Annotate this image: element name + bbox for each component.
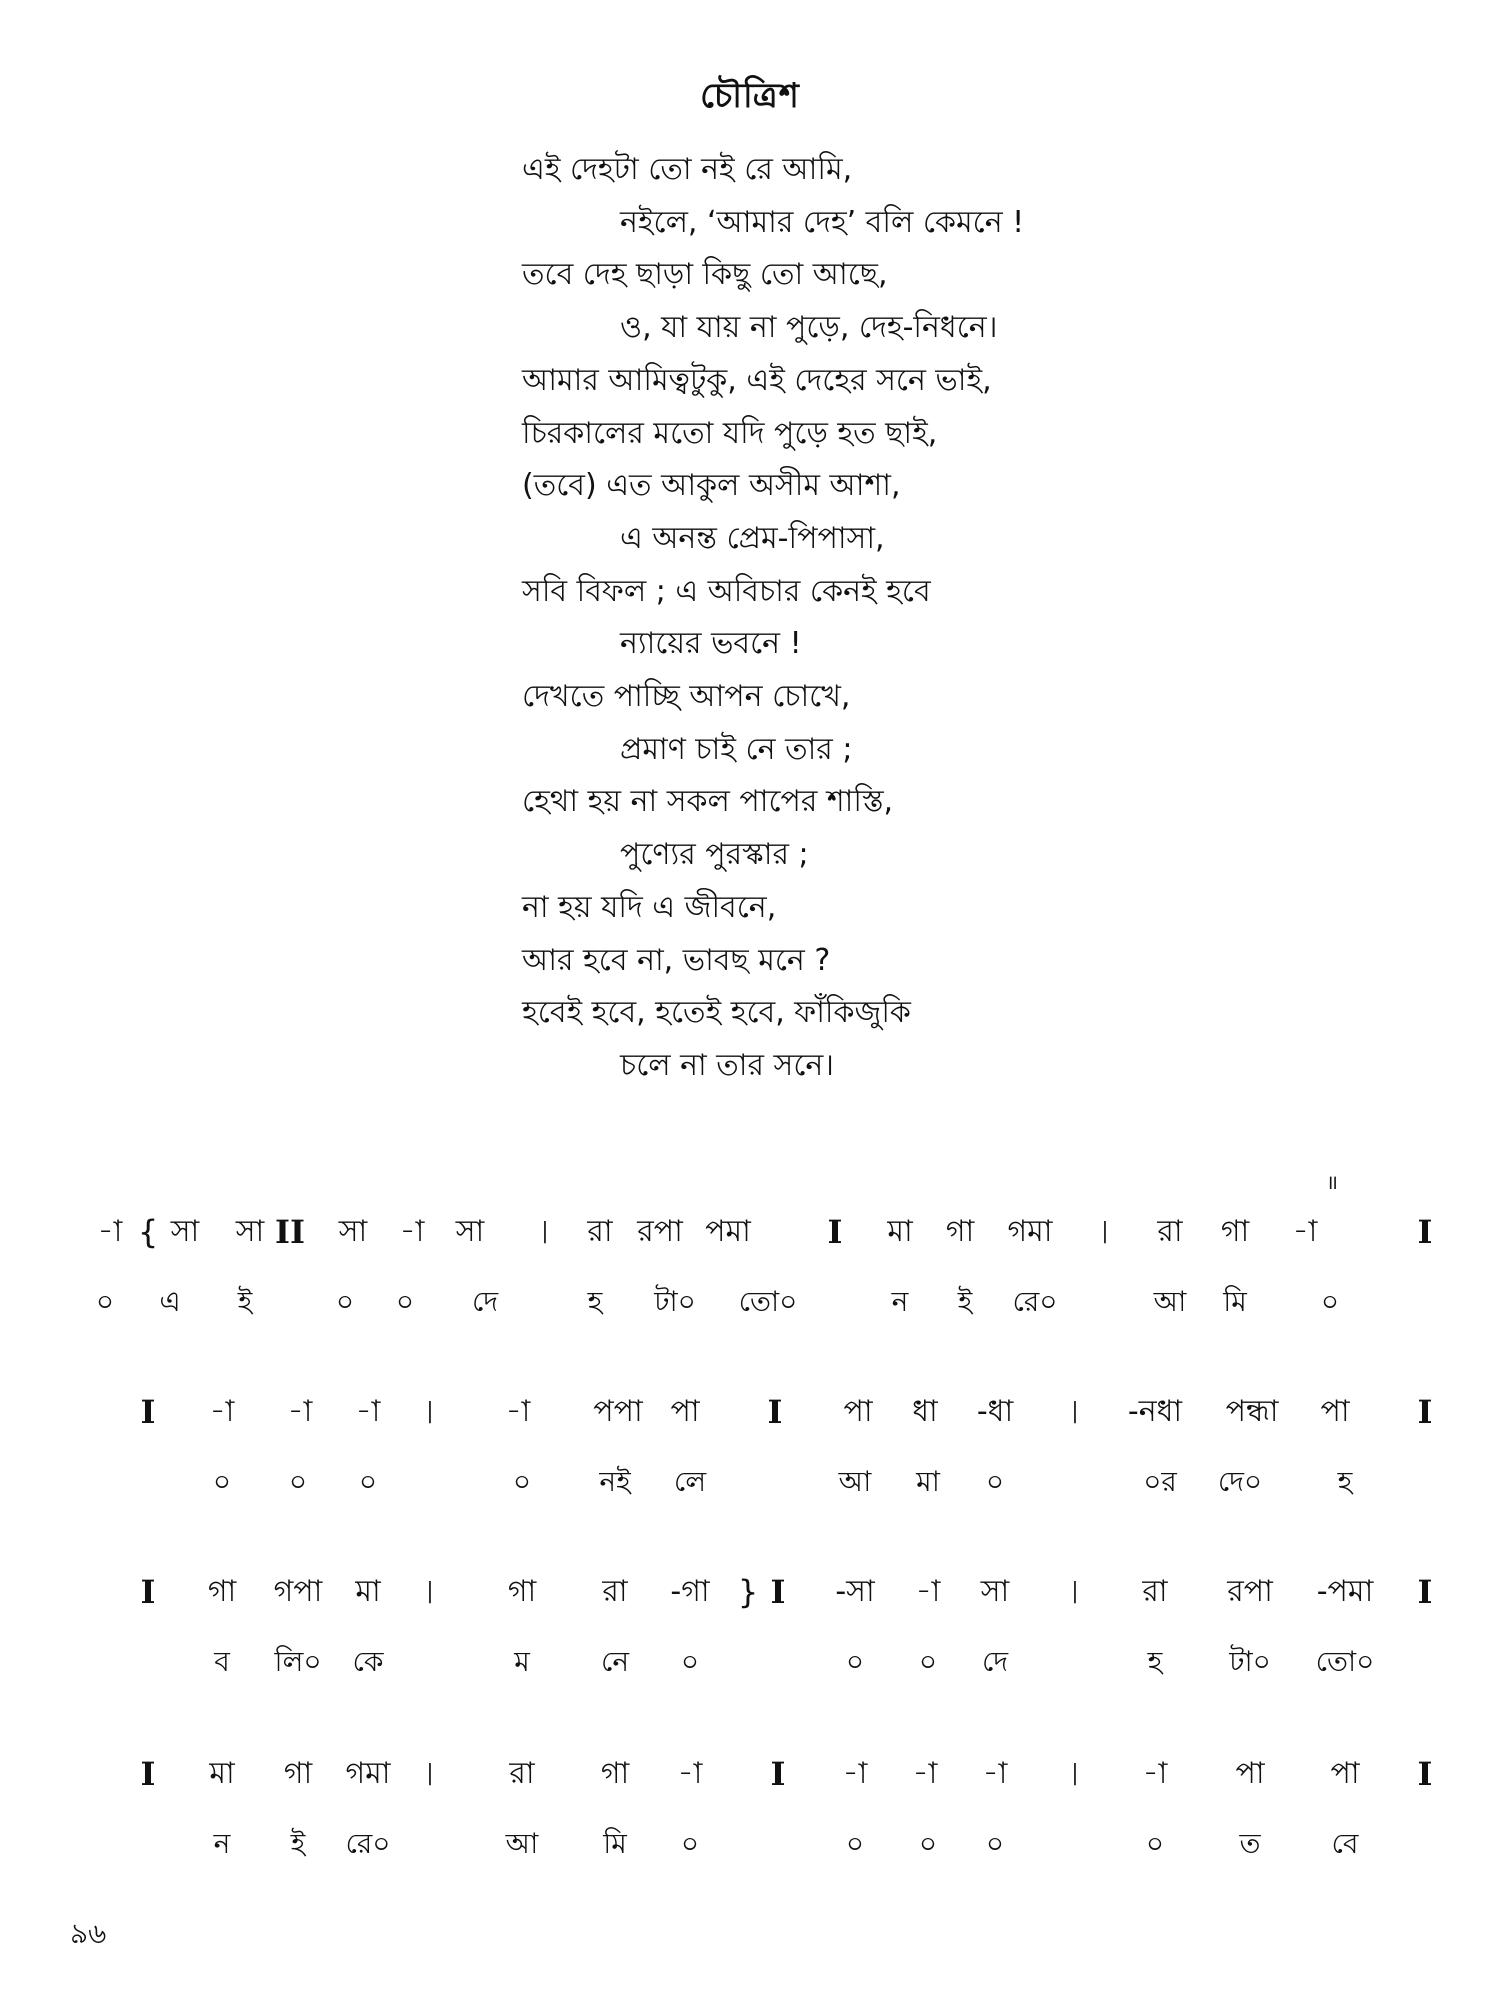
lyric-syllable: ০ — [845, 1645, 865, 1678]
lyric-syllable: কে — [352, 1645, 384, 1678]
swara-row — [0, 1390, 1500, 1434]
swara-cell: I — [1417, 1573, 1433, 1611]
lyric-syllable: ন — [213, 1827, 231, 1860]
lyric-syllable: নই — [599, 1465, 631, 1498]
swara-cell: পা — [1330, 1756, 1360, 1791]
poem-line: চিরকালের মতো যদি পুড়ে হত ছাই, — [522, 415, 938, 451]
poem-line: না হয় যদি এ জীবনে, — [522, 889, 777, 925]
swara-cell: সা — [455, 1214, 485, 1249]
poem-line: আর হবে না, ভাবছ মনে ? — [522, 942, 831, 978]
lyric-syllable: তো০ — [738, 1285, 798, 1318]
lyric-syllable: ন — [891, 1285, 909, 1318]
swara-cell: -া — [982, 1756, 1008, 1791]
swara-cell: -গা — [670, 1574, 710, 1609]
swara-cell: গপা — [273, 1574, 323, 1609]
swara-cell: পন্ধা — [1225, 1394, 1279, 1429]
lyric-syllable: তো০ — [1315, 1645, 1375, 1678]
page-number: ৯৬ — [70, 1917, 107, 1950]
lyric-syllable: রে০ — [345, 1827, 391, 1860]
swara-cell: { — [137, 1213, 159, 1251]
lyric-syllable: টা০ — [654, 1285, 696, 1318]
lyric-syllable: ই — [290, 1827, 306, 1860]
lyric-syllable: আ — [838, 1465, 872, 1498]
swara-cell: রা — [587, 1214, 613, 1249]
swara-cell: গা — [283, 1756, 313, 1791]
swara-cell: -া — [209, 1394, 235, 1429]
lyric-syllable: আ — [505, 1827, 539, 1860]
swara-cell: I — [770, 1755, 786, 1793]
lyric-syllable: নে — [600, 1645, 630, 1678]
poem-line: হবেই হবে, হতেই হবে, ফাঁকিজুকি — [522, 995, 911, 1031]
poem-line: ও, যা যায় না পুড়ে, দেহ-নিধনে। — [620, 310, 998, 346]
swara-cell: সা — [170, 1214, 200, 1249]
swara-row — [0, 1210, 1500, 1254]
swara-row — [0, 1570, 1500, 1614]
swara-cell: রা — [602, 1574, 628, 1609]
poem-line: সবি বিফল ; এ অবিচার কেনই হবে — [522, 573, 931, 609]
swara-cell: সা — [980, 1574, 1010, 1609]
swara-cell: | — [1071, 1399, 1079, 1424]
swara-cell: | — [426, 1761, 434, 1786]
swara-cell: পপা — [593, 1394, 643, 1429]
swara-cell: গা — [507, 1574, 537, 1609]
lyric-syllable: ০ — [918, 1827, 938, 1860]
lyric-syllable: মা — [916, 1465, 940, 1498]
lyric-syllable: ০ — [845, 1827, 865, 1860]
lyric-syllable: ম — [514, 1645, 530, 1678]
swara-cell: পমা — [705, 1214, 751, 1249]
swara-cell: রপা — [1227, 1574, 1273, 1609]
swara-cell: -া — [355, 1394, 381, 1429]
swara-cell: রপা — [637, 1214, 683, 1249]
poem-line: (তবে) এত আকুল অসীম আশা, — [522, 468, 901, 504]
page-title: চৌত্রিশ — [700, 76, 800, 116]
lyric-syllable: দে — [471, 1285, 499, 1318]
swara-cell: গা — [1220, 1214, 1250, 1249]
swara-cell: সা — [338, 1214, 368, 1249]
swara-cell: I — [827, 1213, 843, 1251]
swara-cell: | — [541, 1219, 549, 1244]
swara-cell: -া — [97, 1214, 123, 1249]
swara-cell: | — [1071, 1579, 1079, 1604]
swara-cell: I — [1417, 1755, 1433, 1793]
swara-cell: -া — [399, 1214, 425, 1249]
poem-line: পুণ্যের পুরস্কার ; — [620, 837, 809, 873]
lyric-syllable: এ — [159, 1285, 181, 1318]
lyrics-row — [0, 1822, 1500, 1866]
swara-row — [0, 1752, 1500, 1796]
lyric-syllable: ০ — [512, 1465, 532, 1498]
swara-cell: | — [426, 1399, 434, 1424]
swara-cell: রা — [509, 1756, 535, 1791]
lyric-syllable: ০র — [1143, 1465, 1177, 1498]
lyric-syllable: মি — [1223, 1285, 1247, 1318]
poem-line: নইলে, ‘আমার দেহ’ বলি কেমনে ! — [620, 204, 1025, 240]
lyric-syllable: লে — [673, 1465, 707, 1498]
lyric-syllable: ০ — [1320, 1285, 1340, 1318]
swara-cell: পা — [843, 1394, 873, 1429]
swara-cell: -নধা — [1127, 1394, 1183, 1429]
poem-line: হেথা হয় না সকল পাপের শাস্তি, — [522, 784, 894, 820]
lyric-syllable: ০ — [1145, 1827, 1165, 1860]
lyric-syllable: ০ — [680, 1645, 700, 1678]
swara-cell: I — [770, 1573, 786, 1611]
swara-cell: II — [275, 1213, 305, 1251]
swara-cell: I — [140, 1573, 156, 1611]
swara-cell: রা — [1142, 1574, 1168, 1609]
swara-cell: I — [140, 1755, 156, 1793]
lyric-syllable: ত — [1239, 1827, 1261, 1860]
swara-cell: পা — [1235, 1756, 1265, 1791]
swara-cell: -া — [912, 1756, 938, 1791]
lyrics-row — [0, 1280, 1500, 1324]
swara-cell: গমা — [1007, 1214, 1053, 1249]
poem-line: এই দেহটা তো নই রে আমি, — [522, 152, 853, 187]
swara-cell: পা — [1320, 1394, 1350, 1429]
swara-cell: | — [1071, 1761, 1079, 1786]
swara-cell: | — [426, 1579, 434, 1604]
swara-cell: গা — [207, 1574, 237, 1609]
swara-cell: গা — [945, 1214, 975, 1249]
lyric-syllable: ০ — [212, 1465, 232, 1498]
lyric-syllable: ০ — [985, 1827, 1005, 1860]
lyrics-row — [0, 1640, 1500, 1684]
poem-line: এ অনন্ত প্রেম-পিপাসা, — [620, 520, 885, 556]
swara-cell: } — [737, 1573, 759, 1611]
lyric-syllable: ই — [237, 1285, 253, 1318]
lyric-syllable: ০ — [95, 1285, 115, 1318]
lyric-syllable: ০ — [288, 1465, 308, 1498]
lyric-syllable: ০ — [395, 1285, 415, 1318]
swara-cell: -সা — [835, 1574, 875, 1609]
lyric-syllable: ০ — [335, 1285, 355, 1318]
swara-cell: I — [1417, 1213, 1433, 1251]
poem-line: ন্যায়ের ভবনে ! — [620, 626, 802, 662]
swara-cell: মা — [209, 1756, 235, 1791]
lyric-syllable: হ — [1337, 1465, 1353, 1498]
lyrics-row — [0, 1460, 1500, 1504]
swara-cell: | — [1101, 1219, 1109, 1244]
poem-line: দেখতে পাচ্ছি আপন চোখে, — [522, 679, 851, 714]
swara-cell: মা — [887, 1214, 913, 1249]
swara-cell: -া — [677, 1756, 703, 1791]
swara-cell: -ধা — [976, 1394, 1014, 1429]
swara-cell: -া — [505, 1394, 531, 1429]
swara-cell: I — [140, 1393, 156, 1431]
lyric-syllable: হ — [587, 1285, 603, 1318]
swara-cell: পা — [670, 1394, 700, 1429]
lyric-syllable: ব — [214, 1645, 230, 1678]
double-bar-mark: ॥ — [1326, 1170, 1338, 1194]
lyric-syllable: ০ — [918, 1645, 938, 1678]
swara-cell: ধা — [912, 1394, 938, 1429]
lyric-syllable: হ — [1147, 1645, 1163, 1678]
lyric-syllable: দে০ — [1217, 1465, 1263, 1498]
swara-cell: -া — [842, 1756, 868, 1791]
lyric-syllable: ০ — [985, 1465, 1005, 1498]
swara-cell: -া — [1292, 1214, 1318, 1249]
lyric-syllable: ই — [957, 1285, 973, 1318]
poem-line: তবে দেহ ছাড়া কিছু তো আছে, — [522, 257, 888, 293]
swara-cell: -া — [1142, 1756, 1168, 1791]
lyric-syllable: লি০ — [274, 1645, 322, 1678]
swara-cell: গা — [600, 1756, 630, 1791]
poem-line: আমার আমিত্বটুকু, এই দেহের সনে ভাই, — [522, 362, 992, 398]
lyric-syllable: মি — [603, 1827, 627, 1860]
swara-cell: I — [1417, 1393, 1433, 1431]
lyric-syllable: রে০ — [1012, 1285, 1058, 1318]
swara-cell: -া — [287, 1394, 313, 1429]
lyric-syllable: টা০ — [1229, 1645, 1271, 1678]
swara-cell: মা — [355, 1574, 381, 1609]
lyric-syllable: ০ — [680, 1827, 700, 1860]
poem-line: প্রমাণ চাই নে তার ; — [620, 731, 853, 767]
swara-cell: -া — [915, 1574, 941, 1609]
swara-cell: গমা — [345, 1756, 391, 1791]
lyric-syllable: ০ — [358, 1465, 378, 1498]
swara-cell: রা — [1157, 1214, 1183, 1249]
swara-cell: সা — [235, 1214, 265, 1249]
poem-line: চলে না তার সনে। — [620, 1047, 835, 1083]
lyric-syllable: আ — [1153, 1285, 1187, 1318]
swara-cell: -পমা — [1316, 1574, 1374, 1609]
swara-cell: I — [767, 1393, 783, 1431]
lyric-syllable: বে — [1331, 1827, 1359, 1860]
lyric-syllable: দে — [981, 1645, 1009, 1678]
